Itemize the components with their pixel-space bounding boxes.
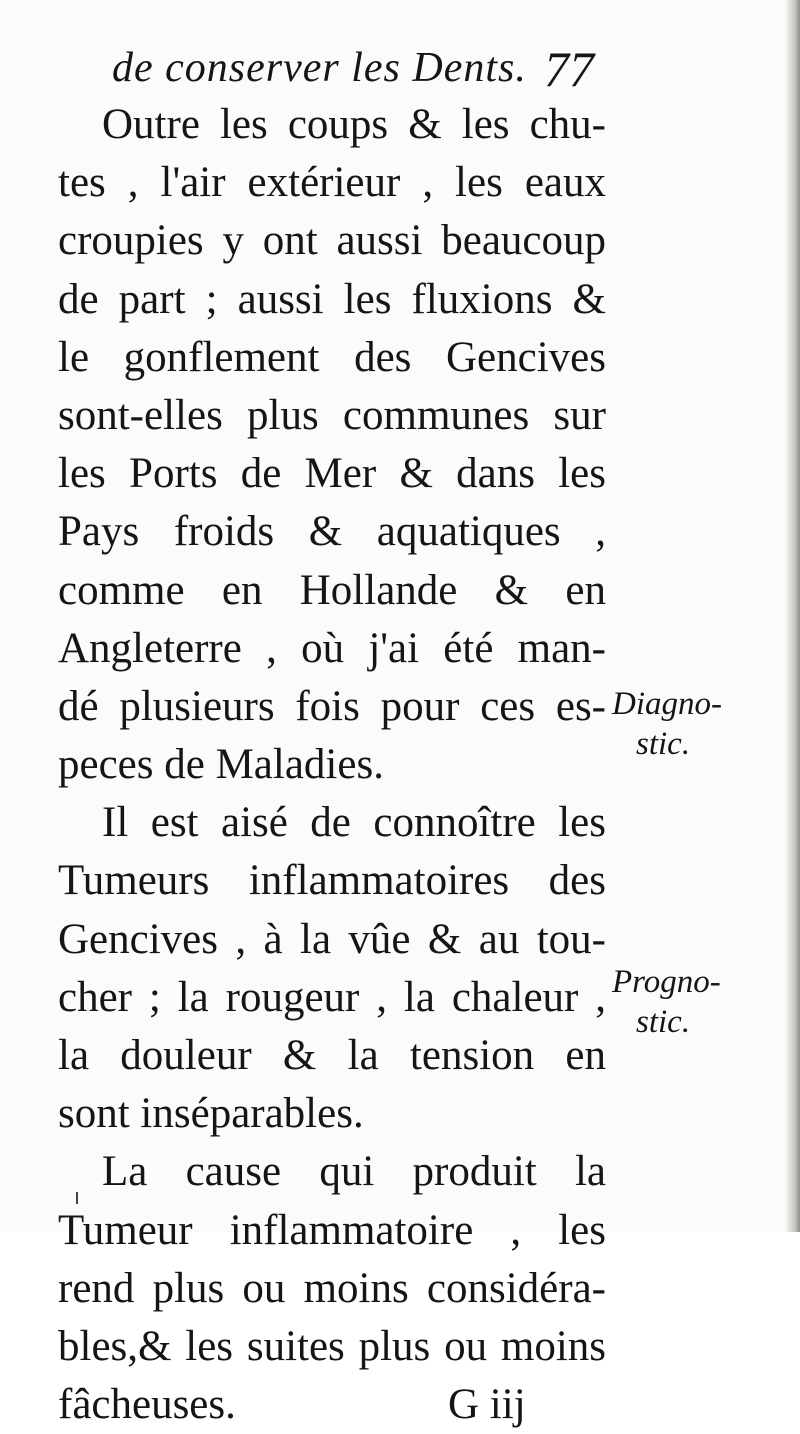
print-mark [76, 1192, 78, 1204]
margin-note-line: Progno- [612, 964, 721, 1000]
text-line: Pays froids & aquatiques , [58, 508, 606, 556]
text-body [58, 96, 606, 1434]
text-line: croupies y ont aussi beaucoup [58, 217, 606, 265]
text-line: rend plus ou moins considéra- [58, 1264, 606, 1312]
signature-mark: G iij [448, 1381, 526, 1429]
text-line: cher ; la rougeur , la chaleur , [58, 973, 606, 1021]
text-line: la douleur & la tension en [58, 1032, 606, 1079]
text-line: tes , l'air extérieur , les eaux [58, 159, 606, 207]
text-line: Tumeur inflammatoire , les [58, 1206, 606, 1254]
text-line: de part ; aussi les fluxions & [58, 275, 606, 323]
page-edge-shadow [786, 0, 800, 1232]
text-line: le gonflement des Gencives [58, 333, 606, 381]
text-line: sont-elles plus communes sur [58, 391, 606, 439]
running-title: de conserver les Dents. [112, 45, 527, 91]
text-line: dé plusieurs fois pour ces es- [58, 682, 606, 730]
page-number: 77 [544, 41, 594, 97]
text-line: Tumeurs inflammatoires des [58, 857, 606, 905]
margin-note-line: stic. [636, 726, 691, 762]
text-line: les Ports de Mer & dans les [58, 450, 606, 498]
text-line: La cause qui produit la [102, 1148, 606, 1196]
text-line-last [58, 1376, 606, 1434]
text-line: Outre les coups & les chu- [102, 101, 606, 148]
text-line: Gencives , à la vûe & au tou- [58, 915, 606, 963]
text-line: peces de Maladies. [58, 741, 384, 789]
margin-note-diagnostic [612, 684, 722, 764]
text-line: sont inséparables. [58, 1090, 364, 1138]
text-line: Il est aisé de connoître les [102, 799, 606, 847]
text-line: fâcheuses. [58, 1381, 236, 1429]
margin-note-line: Diagno- [612, 686, 722, 722]
margin-note-line: stic. [636, 1004, 691, 1040]
margin-note-prognostic [612, 962, 721, 1042]
text-line: comme en Hollande & en [58, 566, 606, 614]
text-line: bles,& les suites plus ou moins [58, 1322, 606, 1370]
text-line: Angleterre , où j'ai été man- [58, 624, 606, 672]
